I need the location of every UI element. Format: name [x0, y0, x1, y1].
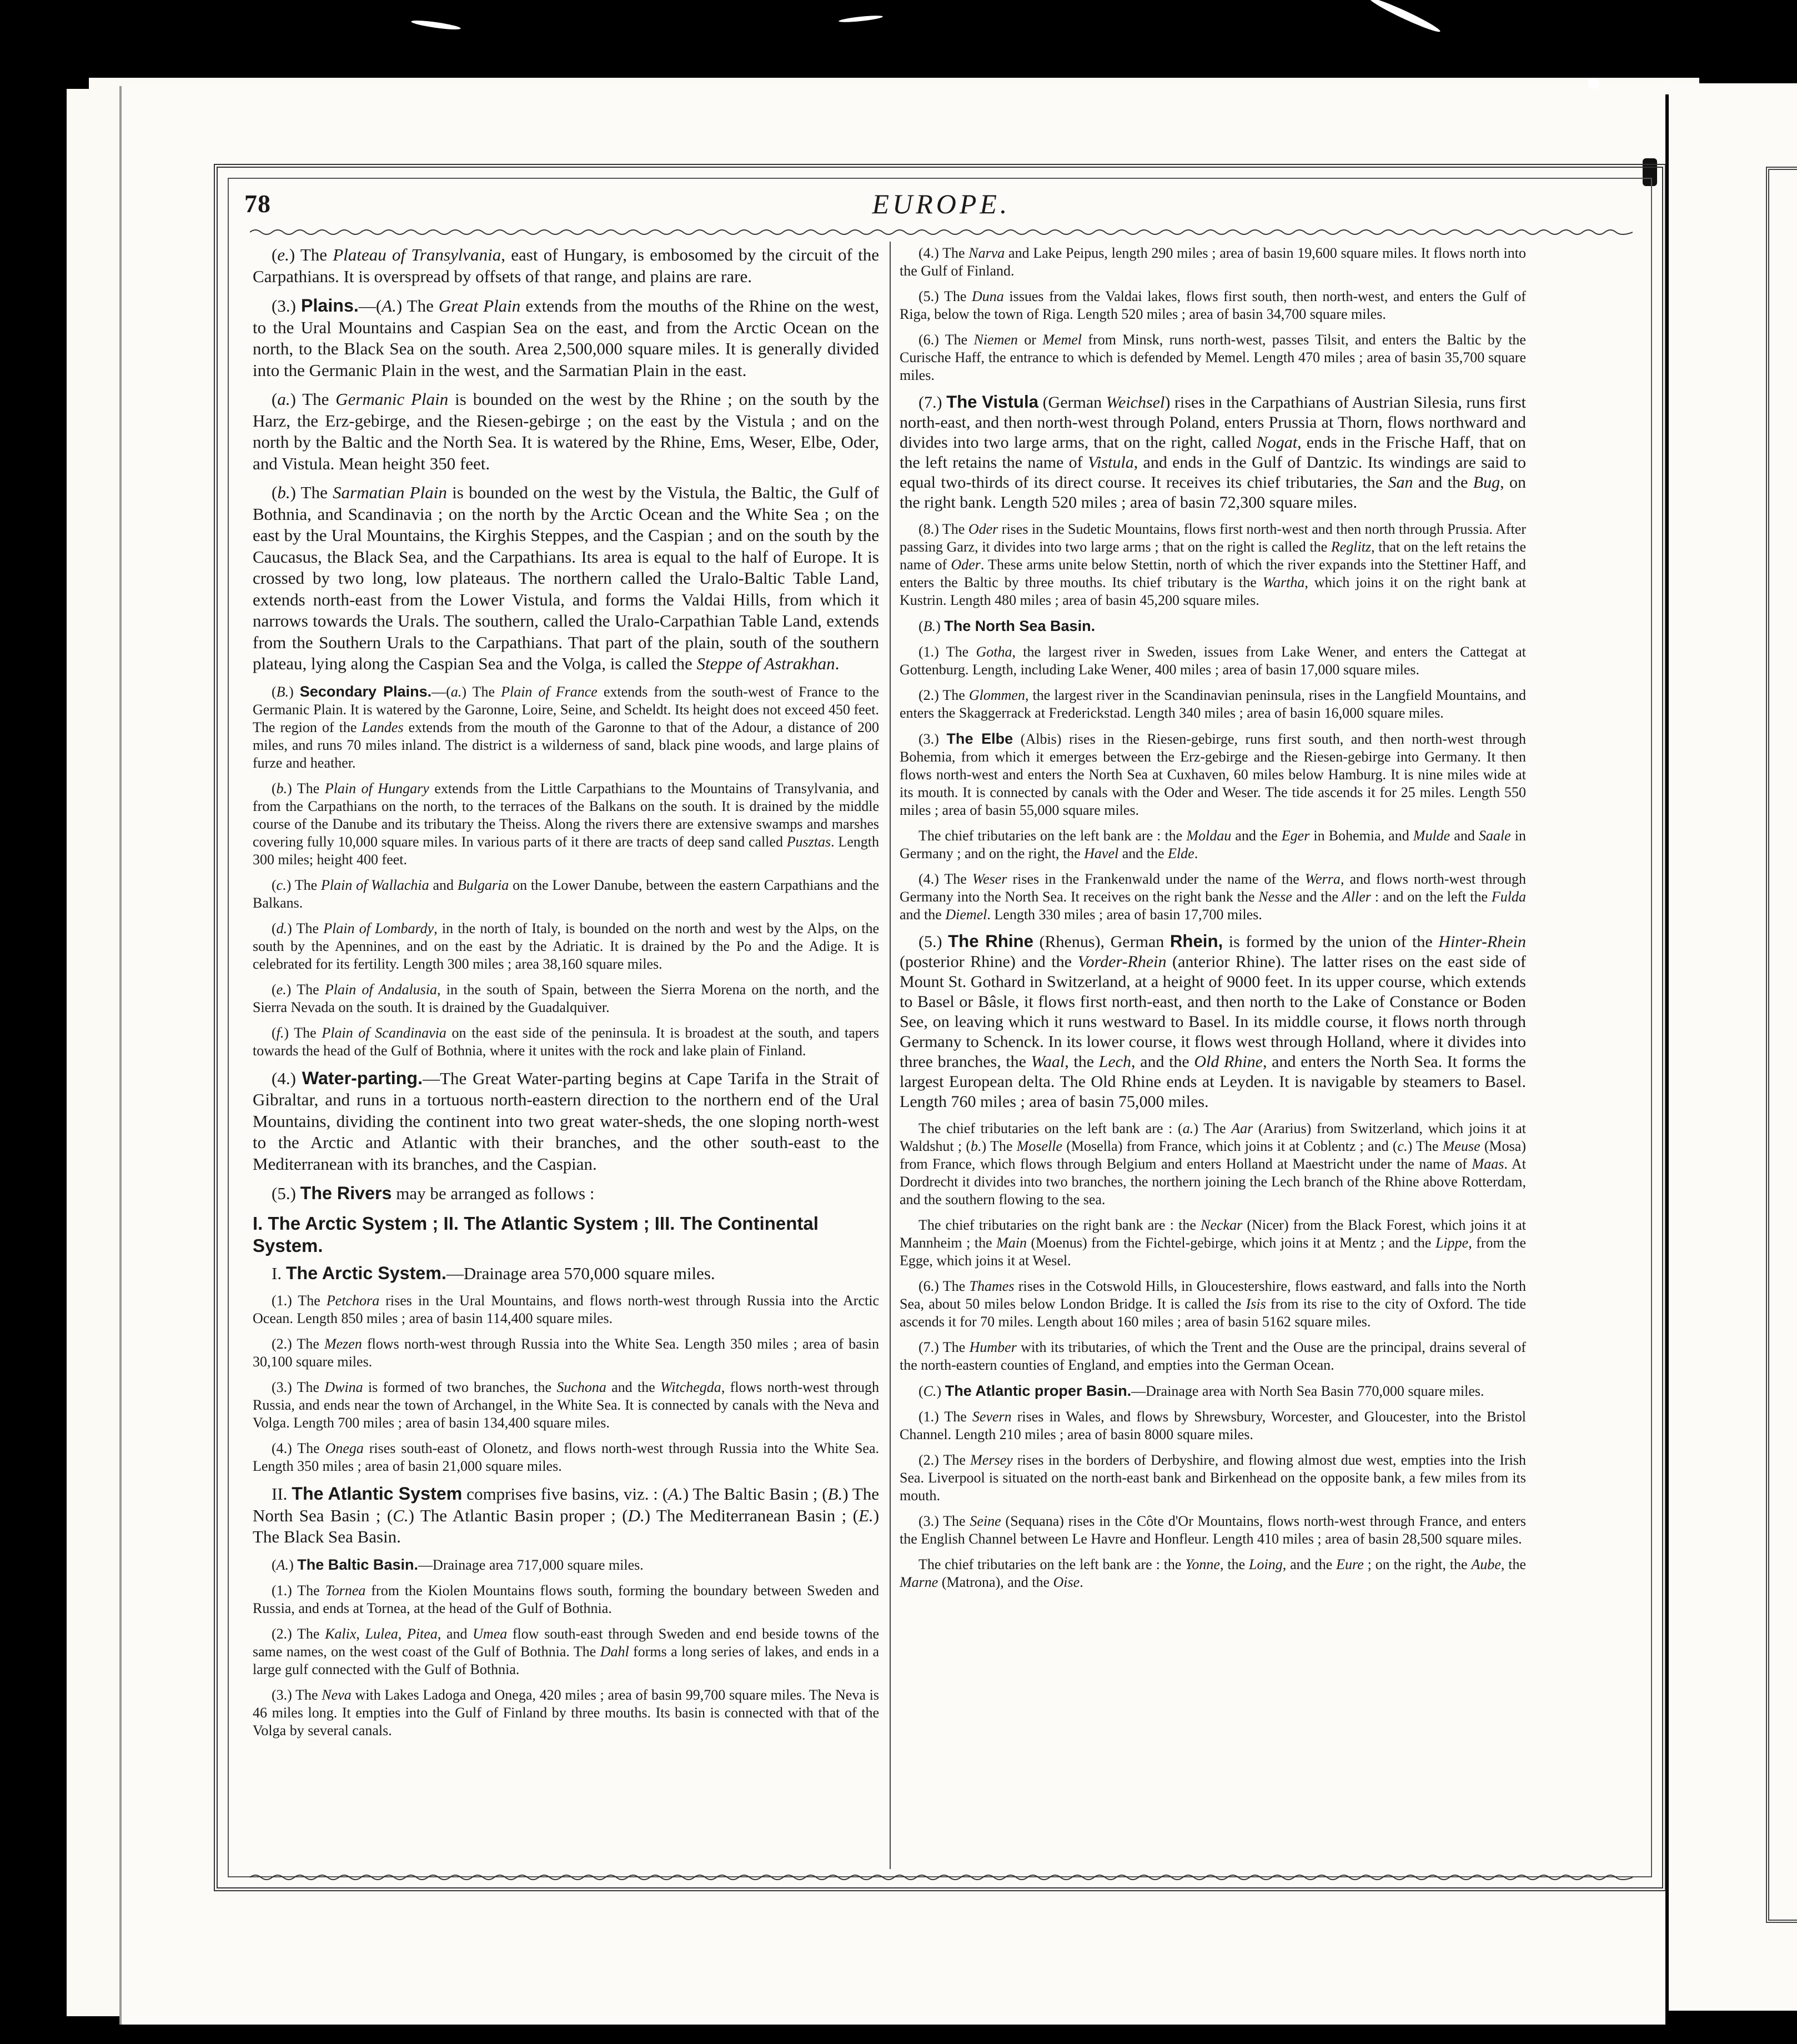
paragraph: The chief tributaries on the left bank are : the Moldau and the Eger in Bohemia, and Mulde and Saale in Germany ; and on the right, the Havel and the Elde.	[900, 828, 1526, 861]
column-divider	[890, 242, 891, 1869]
scan-speck	[1368, 0, 1442, 35]
paragraph: (5.) The Rhine (Rhenus), German Rhein, is formed by the union of the Hinter-Rhein (posterior Rhine) and the Vorder-Rhein (anterior Rhine). The latter rises on the east side of Mount St. Gothard in Switzerland, at a height of 9000 feet. In its upper course, which extends to Basel or Bâsle, it flows first north-east, and then north to the Lake of Constance or Boden See, on leaving which it runs westward to Basel. In its middle course, it flows north through Germany to Schenck. In its lower course, it flows west through Holland, where it divides into three branches, the Waal, the Lech, and the Old Rhine, and enters the North Sea. It forms the largest European delta. The Old Rhine ends at Leyden. It is navigable by steamers to Basel. Length 760 miles ; area of basin 75,000 miles.	[900, 931, 1526, 1111]
header-ornament-rule	[250, 228, 1633, 237]
paragraph: (a.) The Germanic Plain is bounded on the west by the Rhine ; on the south by the Harz, the Erz-gebirge, and the Riesen-gebirge ; on the east by the Vistula ; and on the north by the Baltic and the North Sea. It is watered by the Rhine, Ems, Weser, Elbe, Oder, and Vistula. Mean height 350 feet.	[253, 389, 879, 473]
paragraph: (4.) The Onega rises south-east of Olonetz, and flows north-west through Russia into the White Sea. Length 350 miles ; area of basin 21,000 square miles.	[253, 1440, 879, 1474]
page-header	[244, 189, 1638, 228]
paragraph: (5.) The Rivers may be arranged as follows :	[272, 1183, 595, 1203]
paragraph: (B.) The North Sea Basin.	[918, 618, 1096, 634]
paragraph: (1.) The Gotha, the largest river in Sweden, issues from Lake Wener, and enters the Cattegat at Gottenburg. Length, including Lake Wener, 400 miles ; area of basin 17,000 square miles.	[900, 644, 1526, 678]
right-column	[900, 244, 1526, 1599]
paragraph: (e.) The Plateau of Transylvania, east of Hungary, is embosomed by the circuit of the Carpathians. It is overspread by offsets of that range, and plains are rare.	[253, 245, 879, 286]
paragraph: (4.) Water-parting.—The Great Water-parting begins at Cape Tarifa in the Strait of Gibraltar, and runs in a tortuous north-eastern direction to the northern end of the Ural Mountains, dividing the continent into two great water-sheds, the one sloping north-west to the Arctic and Atlantic with their branches, and the other south-east to the Mediterranean with its branches, and the Caspian.	[253, 1068, 879, 1174]
paragraph: (2.) The Mezen flows north-west through Russia into the White Sea. Length 350 miles ; area of basin 30,100 square miles.	[253, 1336, 879, 1370]
paragraph: (4.) The Narva and Lake Peipus, length 290 miles ; area of basin 19,600 square miles. It flows north into the Gulf of Finland.	[900, 245, 1526, 279]
footer-ornament-rule	[250, 1873, 1633, 1882]
running-title: EUROPE.	[872, 188, 1011, 219]
facing-page-border	[1766, 167, 1797, 1923]
paragraph: (c.) The Plain of Wallachia and Bulgaria on the Lower Danube, between the eastern Carpathians and the Balkans.	[253, 876, 879, 911]
paragraph: (1.) The Severn rises in Wales, and flows by Shrewsbury, Worcester, and Gloucester, into the Bristol Channel. Length 210 miles ; area of basin 8000 square miles.	[900, 1409, 1526, 1442]
paragraph: (C.) The Atlantic proper Basin.—Drainage area with North Sea Basin 770,000 square miles.	[918, 1382, 1484, 1399]
paragraph: The chief tributaries on the left bank are : the Yonne, the Loing, and the Eure ; on the right, the Aube, the Marne (Matrona), and the Oise.	[900, 1556, 1527, 1590]
paragraph: (2.) The Kalix, Lulea, Pitea, and Umea flow south-east through Sweden and end beside towns of the same names, on the west coast of the Gulf of Bothnia. The Dahl forms a long series of lakes, and ends in a large gulf connected with the Gulf of Bothnia.	[253, 1625, 880, 1677]
paragraph: (3.) The Dwina is formed of two branches, the Suchona and the Witchegda, flows north-west through Russia, and ends near the town of Archangel, in the White Sea. It is connected by canals with the Neva and Volga. Length 700 miles ; area of basin 134,400 square miles.	[253, 1379, 879, 1431]
paragraph: I. The Arctic System.—Drainage area 570,000 square miles.	[272, 1263, 715, 1283]
paragraph: (4.) The Weser rises in the Frankenwald under the name of the Werra, and flows north-west through Germany into the North Sea. It receives on the right bank the Nesse and the Aller : and on the left the Fulda and the Diemel. Length 330 miles ; area of basin 17,700 miles.	[900, 871, 1526, 923]
paragraph: (3.) The Seine (Sequana) rises in the Côte d'Or Mountains, flows north-west through France, and enters the English Channel between Le Havre and Honfleur. Length 410 miles ; area of basin 28,500 square miles.	[900, 1513, 1526, 1547]
paragraph: (e.) The Plain of Andalusia, in the south of Spain, between the Sierra Morena on the north, and the Sierra Nevada on the south. It is drained by the Guadalquiver.	[253, 981, 879, 1015]
paragraph: (7.) The Humber with its tributaries, of which the Trent and the Ouse are the principal, drains several of the north-eastern counties of England, and empties into the German Ocean.	[900, 1339, 1526, 1373]
paragraph: (2.) The Mersey rises in the borders of Derbyshire, and flowing almost due west, empties into the Irish Sea. Liverpool is situated on the north-east bank and Birkenhead on the opposite bank, a few miles from its mouth.	[900, 1452, 1526, 1504]
paragraph: (3.) The Neva with Lakes Ladoga and Onega, 420 miles ; area of basin 99,700 square miles. The Neva is 46 miles long. It empties into the Gulf of Finland by three mouths. Its basin is connected with that of the Volga by several canals.	[253, 1686, 879, 1739]
paragraph: (d.) The Plain of Lombardy, in the north of Italy, is bounded on the north and west by the Alps, on the south by the Apennines, and on the east by the Adriatic. It is drained by the Po and the Adige. It is celebrated for its fertility. Length 300 miles ; area 38,160 square miles.	[253, 920, 880, 972]
paragraph: (B.) Secondary Plains.—(a.) The Plain of France extends from the south-west of France to the Germanic Plain. It is watered by the Garonne, Loire, Seine, and Scheldt. Its height does not exceed 450 feet. The region of the Landes extends from the mouth of the Garonne to that of the Adour, a distance of 200 miles, and runs 70 miles inland. The district is a wilderness of sand, black pine woods, and large plains of furze and heather.	[253, 683, 879, 771]
paragraph: (b.) The Sarmatian Plain is bounded on the west by the Vistula, the Baltic, the Gulf of Bothnia, and Scandinavia ; on the north by the Arctic Ocean and the White Sea ; on the east by the Ural Mountains, the Kirghis Steppes, and the Caspian ; and on the south by the Caucasus, the Black Sea, and the Carpathians. Its area is equal to the half of Europe. It is crossed by two long, low plateaus. The northern called the Uralo-Baltic Table Land, extends north-east from the Lower Vistula, and forms the Valdai Hills, from which it narrows towards the Urals. The southern, called the Uralo-Carpathian Table Land, extends from the Southern Urals to the Carpathians. That part of the plain, south of the southern plateau, lying along the Caspian Sea and the Volga, is called the Steppe of Astrakhan.	[253, 483, 879, 673]
paragraph: The chief tributaries on the left bank are : (a.) The Aar (Ararius) from Switzerland, which joins it at Waldshut ; (b.) The Moselle (Mosella) from France, which joins it at Coblentz ; and (c.) The Meuse (Mosa) from France, which flows through Belgium and enters Holland at Maestricht under the name of Maas. At Dordrecht it divides into two branches, the northern joining the Lech branch of the Rhine above Rotterdam, and the southern flowing to the sea.	[900, 1120, 1526, 1208]
paragraph: (2.) The Glommen, the largest river in the Scandinavian peninsula, rises in the Langfield Mountains, and enters the Skaggerrack at Frederickstad. Length 340 miles ; area of basin 16,000 square miles.	[900, 687, 1526, 721]
scan-speck	[839, 14, 883, 23]
paragraph: (1.) The Tornea from the Kiolen Mountains flows south, forming the boundary between Sweden and Russia, and ends at Tornea, at the head of the Gulf of Bothnia.	[253, 1582, 879, 1616]
paragraph: (b.) The Plain of Hungary extends from the Little Carpathians to the Mountains of Transylvania, and from the Carpathians on the north, to the terraces of the Balkans on the south. It is drained by the middle course of the Danube and its tributary the Theiss. Along the rivers there are extensive swamps and marshes covering fully 10,000 square miles. In various parts of it there are tracts of deep sand called Pusztas. Length 300 miles; height 400 feet.	[253, 780, 879, 868]
paragraph: (6.) The Thames rises in the Cotswold Hills, in Gloucestershire, flows eastward, and falls into the North Sea, about 50 miles below London Bridge. It is called the Isis from its rise to the city of Oxford. The tide ascends it for 70 miles. Length about 160 miles ; area of basin 5162 square miles.	[900, 1278, 1526, 1330]
left-column	[253, 244, 879, 1747]
paragraph: (A.) The Baltic Basin.—Drainage area 717,000 square miles.	[272, 1556, 644, 1573]
system-heading: I. The Arctic System ; II. The Atlantic System ; III. The Continental System.	[253, 1213, 819, 1256]
paragraph: (6.) The Niemen or Memel from Minsk, runs north-west, passes Tilsit, and enters the Baltic by the Curische Haff, the entrance to which is defended by Memel. Length 470 miles ; area of basin 35,700 square miles.	[900, 332, 1526, 383]
scan-speck	[1588, 78, 1599, 89]
paragraph: (7.) The Vistula (German Weichsel) rises in the Carpathians of Austrian Silesia, runs first north-east, and then north-west through Poland, enters Prussia at Thorn, flows northward and divides into two large arms, that on the right, called Nogat, ends in the Frische Haff, that on the left retains the name of Vistula, and ends in the Gulf of Dantzic. Its windings are said to equal two-thirds of its direct course. It receives its chief tributaries, the San and the Bug, on the right bank. Length 520 miles ; area of basin 72,300 square miles.	[900, 392, 1527, 512]
paragraph: (5.) The Duna issues from the Valdai lakes, flows first south, then north-west, and enters the Gulf of Riga, below the town of Riga. Length 520 miles ; area of basin 34,700 square miles.	[900, 288, 1526, 322]
page-number: 78	[244, 189, 271, 218]
paragraph: (3.) The Elbe (Albis) rises in the Riesen-gebirge, runs first south, and then north-west through Bohemia, from which it emerges between the Erz-gebirge and the Riesen-gebirge into Germany. It then flows north-west and enters the North Sea at Cuxhaven, 60 miles below Hamburg. It is nine miles wide at its mouth. It is connected by canals with the Oder and Weser. The tide ascends it for 25 miles. Length 550 miles ; area of basin 55,000 square miles.	[900, 730, 1526, 818]
paragraph: (3.) Plains.—(A.) The Great Plain extends from the mouths of the Rhine on the west, to the Ural Mountains and Caspian Sea on the east, and from the Arctic Ocean on the north, to the Black Sea on the south. Area 2,500,000 square miles. It is generally divided into the Germanic Plain in the west, and the Sarmatian Plain in the east.	[253, 295, 879, 380]
paragraph: The chief tributaries on the right bank are : the Neckar (Nicer) from the Black Forest, which joins it at Mannheim ; the Main (Moenus) from the Fichtel-gebirge, which joins it at Mentz ; and the Lippe, from the Egge, which joins it at Wesel.	[900, 1217, 1526, 1269]
paragraph: (f.) The Plain of Scandinavia on the east side of the peninsula. It is broadest at the south, and tapers towards the head of the Gulf of Bothnia, where it unites with the rock and lake plain of Finland.	[253, 1024, 879, 1059]
paragraph: II. The Atlantic System comprises five basins, viz. : (A.) The Baltic Basin ; (B.) The North Sea Basin ; (C.) The Atlantic Basin proper ; (D.) The Mediterranean Basin ; (E.) The Black Sea Basin.	[253, 1484, 880, 1546]
paragraph: (8.) The Oder rises in the Sudetic Mountains, flows first north-west and then north through Prussia. After passing Garz, it divides into two large arms ; that on the right is called the Reglitz, that on the left retains the name of Oder. These arms unite below Stettin, north of which the river expands into the Stettiner Haff, and enters the Baltic by three mouths. Its chief tributary is the Wartha, which joins it on the right bank at Kustrin. Length 480 miles ; area of basin 45,200 square miles.	[900, 521, 1527, 608]
scan-speck	[411, 19, 461, 31]
paragraph: (1.) The Petchora rises in the Ural Mountains, and flows north-west through Russia into the Arctic Ocean. Length 850 miles ; area of basin 114,400 square miles.	[253, 1292, 879, 1326]
